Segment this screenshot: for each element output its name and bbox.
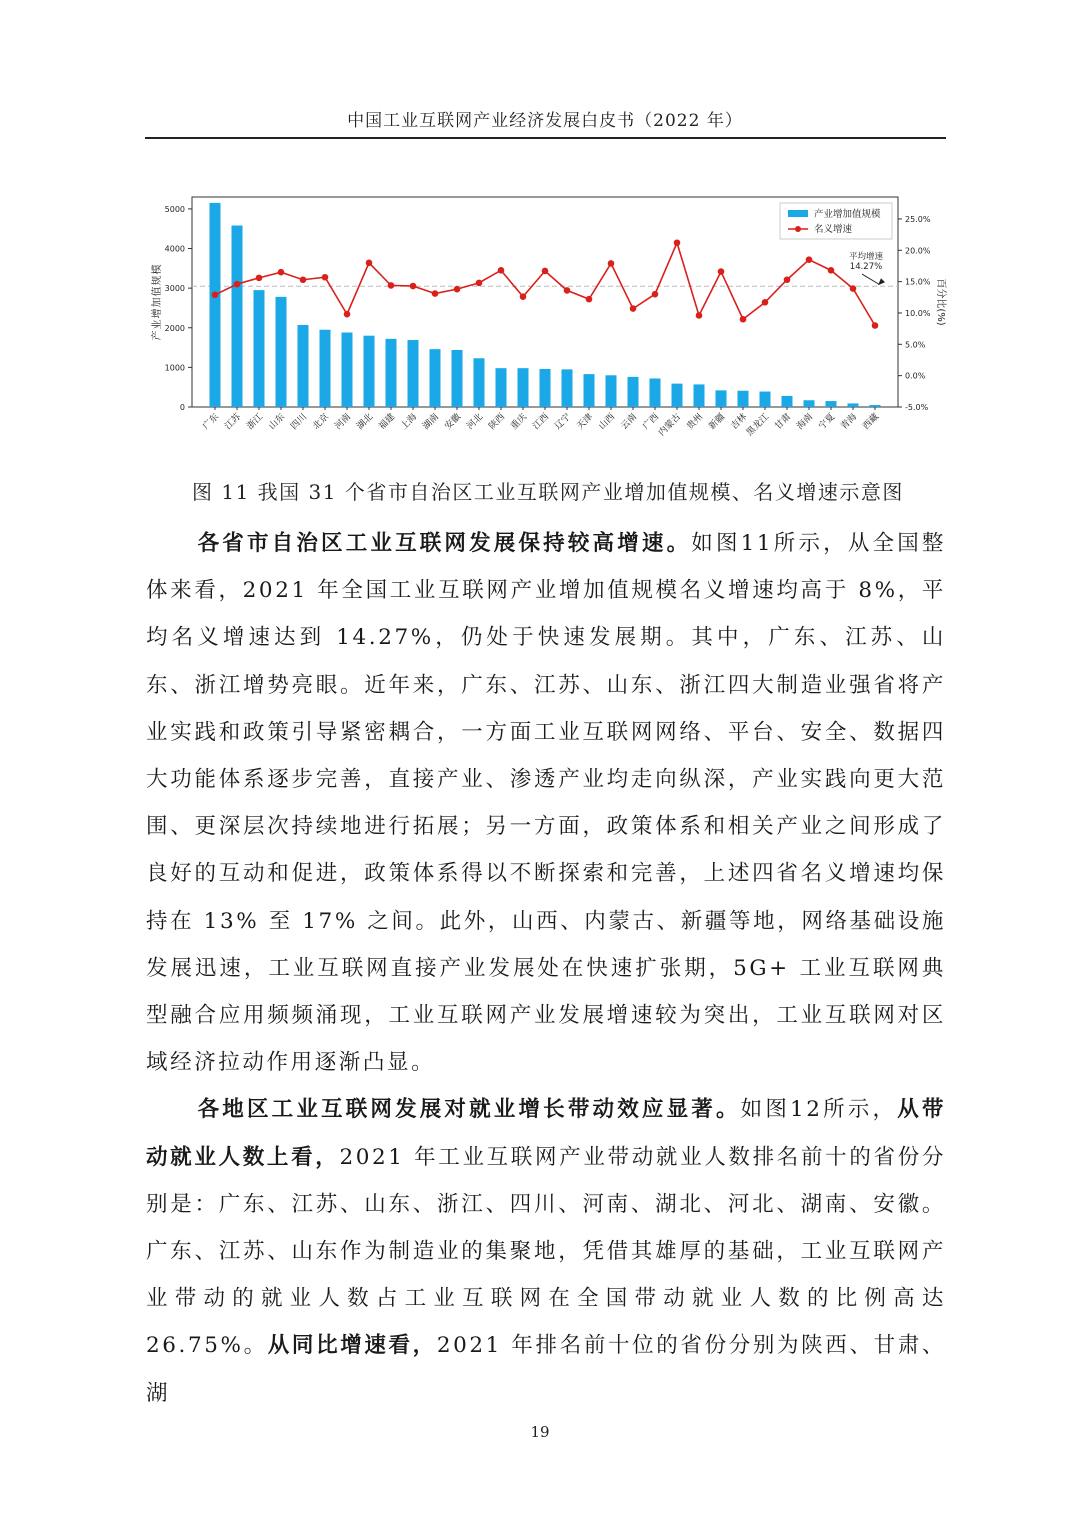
bar [606,375,617,407]
bar [496,368,507,407]
growth-point [366,260,373,267]
legend-line-label: 名义增速 [814,224,853,235]
growth-point [696,312,703,319]
growth-point [806,256,813,263]
bar [562,369,573,407]
left-axis-tick-label: 3000 [164,284,185,294]
right-axis-title: 百分比(%) [935,278,946,326]
growth-line [215,243,875,326]
x-category-label: 天津 [575,412,596,432]
left-axis-tick-label: 0 [179,403,185,412]
paragraph-2-text-b: 2021 年工业互联网产业带动就业人数排名前十的省份分别是：广东、江苏、山东、浙江、四川、河南、湖北、河北、湖南、安徽。广东、江苏、山东作为制造业的集聚地，凭借其雄厚的基础，工业互联网产业带动的就业人数占工业互联网在全国带动就业人数的比例高达 26.75%。 [146,1144,946,1359]
x-category-label: 江西 [531,412,552,432]
x-category-label: 黑龙江 [744,412,772,439]
growth-point [652,291,659,298]
growth-point [234,281,241,288]
x-category-label: 贵州 [685,412,706,432]
bar [474,358,485,407]
right-axis-tick-label: -5.0% [905,403,929,412]
right-axis-tick-label: 20.0% [905,246,931,256]
left-axis-tick-label: 1000 [164,363,185,373]
x-category-label: 湖北 [355,412,376,432]
bar [232,226,243,407]
average-annotation-arrowhead [878,278,885,285]
x-category-label: 浙江 [245,412,266,432]
bar [716,390,727,407]
growth-point [718,268,725,275]
x-category-label: 新疆 [707,412,728,432]
paragraph-1-lead: 各省市自治区工业互联网发展保持较高增速。 [197,531,692,556]
right-axis-tick-label: 0.0% [905,371,926,381]
x-category-label: 山西 [597,412,618,432]
left-axis-tick-label: 5000 [164,204,185,214]
bar [826,401,837,407]
bar [650,378,661,407]
page-header-title: 中国工业互联网产业经济发展白皮书（2022 年） [347,111,743,131]
growth-point [212,291,219,298]
x-category-label: 北京 [311,412,332,432]
growth-point [674,239,681,246]
growth-point [850,285,857,292]
bar [364,336,375,407]
x-category-label: 广西 [641,412,662,432]
x-category-label: 宁夏 [817,412,838,432]
growth-point [256,275,263,282]
paragraph-1-text: 如图11所示，从全国整体来看，2021 年全国工业互联网产业增加值规模名义增速均高于 8%，平均名义增速达到 14.27%，仍处于快速发展期。其中，广东、江苏、山东、浙江增势亮眼。近年来，广东、江苏、山东、浙江四大制造业强省将产业实践和政策引导紧密耦合，一方面工业互联网网络、平台、安全、数据四大功能体系逐步完善，直接产业、渗透产业均走向纵深，产业实践向更大范围、更深层次持续地进行拓展；另一方面，政策体系和相关产业之间形成了良好的互动和促进，政策体系得以不断探索和完善，上述四省名义增速均保持在 13% 至 17% 之间。此外，山西、内蒙古、新疆等地，网络基础设施发展迅速，工业互联网直接产业发展处在快速扩张期，5G+ 工业互联网典型融合应用频频涌现，工业互联网产业发展增速较为突出，工业互联网对区域经济拉动作用逐渐凸显。 [146,531,946,1076]
growth-point [630,305,637,312]
x-category-label: 吉林 [729,412,750,432]
left-axis-tick-label: 4000 [164,244,185,254]
bar [386,339,397,407]
legend-bar-swatch [788,210,808,217]
bar [276,297,287,407]
bar [540,369,551,407]
bar [848,403,859,407]
growth-point [520,293,527,300]
x-category-label: 云南 [619,412,640,432]
bar [342,333,353,407]
paragraph-2-text-c: 2021 年排名前十位的省份分别为陕西、甘肃、湖 [146,1333,946,1406]
growth-point [388,282,395,289]
x-category-label: 山东 [267,412,288,432]
x-category-label: 陕西 [487,412,508,432]
bar [430,349,441,407]
right-axis-tick-label: 25.0% [905,214,931,224]
legend-bar-label: 产业增加值规模 [814,209,881,220]
bar [804,400,815,407]
growth-point [300,276,307,283]
x-category-label: 湖南 [421,412,442,432]
x-category-label: 上海 [399,412,420,432]
growth-point [542,268,549,275]
paragraph-2-bold-b: 从带动就业人数上看， [146,1097,947,1170]
bar [694,384,705,407]
growth-point [762,299,769,306]
x-category-label: 西藏 [861,412,882,432]
bar [628,377,639,407]
chart-figure [140,185,950,450]
bar [760,392,771,407]
right-axis-tick-label: 5.0% [905,340,926,350]
bar [782,396,793,407]
growth-point [322,274,329,281]
growth-point [476,280,483,287]
left-axis-tick-label: 2000 [164,323,185,333]
bar [320,330,331,407]
growth-point [278,269,285,276]
bar [518,368,529,407]
chart-svg [140,185,950,450]
growth-point [784,276,791,283]
body-text [146,520,946,1417]
average-annotation-arrow [862,274,879,284]
growth-point [454,286,461,293]
growth-point [344,311,351,318]
bar [210,203,221,407]
growth-point [828,267,835,274]
paragraph-2-bold-c: 从同比增速看， [267,1333,437,1359]
bar [452,350,463,407]
paragraph-1 [146,520,946,1086]
bar [870,405,881,407]
x-category-label: 重庆 [509,412,530,432]
paragraph-2-lead: 各地区工业互联网发展对就业增长带动效应显著。 [197,1097,741,1123]
x-category-label: 辽宁 [553,412,574,432]
paragraph-2 [146,1086,946,1416]
x-category-label: 河南 [333,412,354,432]
x-category-label: 甘肃 [773,412,794,432]
growth-point [564,287,571,294]
x-category-label: 青海 [839,412,860,432]
x-category-label: 广东 [201,412,222,432]
x-category-label: 海南 [795,412,816,432]
right-axis-tick-label: 15.0% [905,277,931,287]
growth-point [608,260,615,267]
growth-point [872,322,879,329]
bar [298,325,309,407]
left-axis-title: 产业增加值规模 [152,263,163,341]
x-category-label: 安徽 [443,412,464,432]
growth-point [740,316,747,323]
page-number: 19 [530,1423,550,1441]
x-category-label: 江苏 [223,412,244,432]
growth-point [498,267,505,274]
right-axis-tick-label: 10.0% [905,308,931,318]
growth-point [432,290,439,297]
bar [408,340,419,407]
x-category-label: 河北 [465,412,486,432]
header-rule [145,137,946,139]
x-category-label: 福建 [377,412,398,432]
bar [672,384,683,407]
growth-point [410,283,417,290]
bar [738,391,749,407]
x-category-label: 四川 [289,412,310,432]
figure-caption: 图 11 我国 31 个省市自治区工业互联网产业增加值规模、名义增速示意图 [192,480,904,504]
legend-line-marker [795,226,801,232]
bar [254,290,265,407]
growth-point [586,296,593,303]
paragraph-2-text-a: 如图12所示， [740,1097,898,1123]
x-category-label: 内蒙古 [656,412,684,439]
bar [584,374,595,407]
average-annotation-line2: 14.27% [849,262,883,273]
average-annotation-line1: 平均增速 [848,252,884,263]
